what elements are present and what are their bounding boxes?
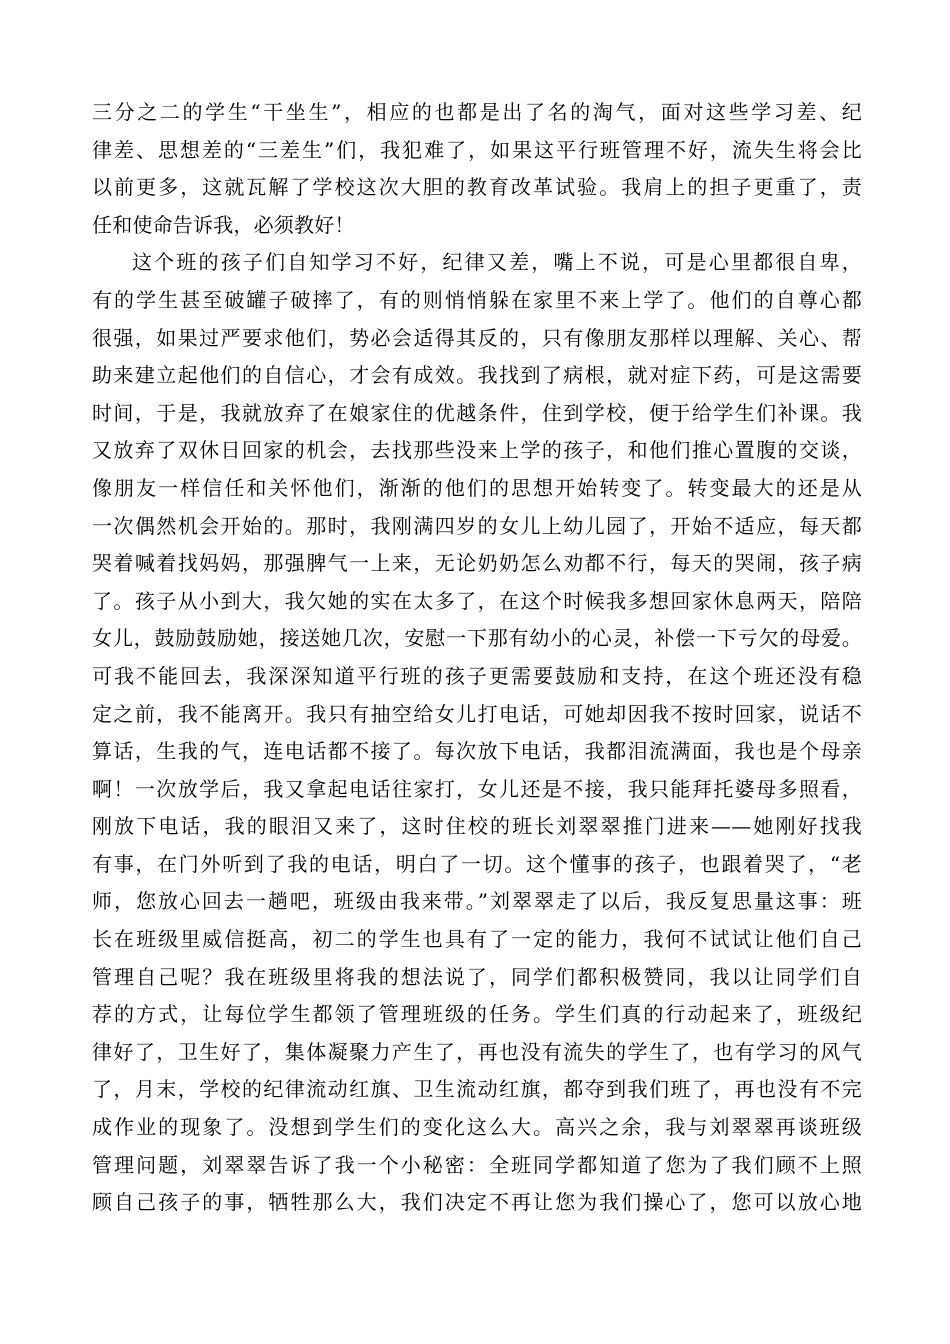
text-line: 成作业的现象了。没想到学生们的变化这么大。高兴之余，我与刘翠翠再谈班级: [92, 1115, 862, 1140]
text-line: 了，月末，学校的纪律流动红旗、卫生流动红旗，都夺到我们班了，再也没有不完: [92, 1077, 862, 1102]
text-line: 助来建立起他们的自信心，才会有成效。我找到了病根，就对症下药，可是这需要: [92, 363, 862, 388]
text-line: 像朋友一样信任和关怀他们，渐渐的他们的思想开始转变了。转变最大的还是从: [92, 475, 862, 500]
text-line: 算话，生我的气，连电话都不接了。每次放下电话，我都泪流满面，我也是个母亲: [92, 739, 862, 764]
paragraph-2: [92, 244, 862, 1334]
document-page: [92, 94, 862, 1335]
text-line: 有事，在门外听到了我的电话，明白了一切。这个懂事的孩子，也跟着哭了，“老: [92, 851, 862, 876]
text-line: 这个班的孩子们自知学习不好，纪律又差，嘴上不说，可是心里都很自卑，: [132, 250, 862, 275]
paragraph-1: [92, 94, 862, 244]
text-line: 啊！一次放学后，我又拿起电话往家打，女儿还是不接，我只能拜托婆母多照看，: [92, 776, 862, 801]
text-line: 女儿，鼓励鼓励她，接送她几次，安慰一下那有幼小的心灵，补偿一下亏欠的母爱。: [92, 626, 862, 651]
text-line: 管理问题，刘翠翠告诉了我一个小秘密：全班同学都知道了您为了我们顾不上照: [92, 1152, 862, 1177]
text-line: 很强，如果过严要求他们，势必会适得其反的，只有像朋友那样以理解、关心、帮: [92, 325, 862, 350]
text-line: 荐的方式，让每位学生都领了管理班级的任务。学生们真的行动起来了，班级纪: [92, 1002, 862, 1027]
text-line: 哭着喊着找妈妈，那强脾气一上来，无论奶奶怎么劝都不行，每天的哭闹，孩子病: [92, 551, 862, 576]
text-line: 了。孩子从小到大，我欠她的实在太多了，在这个时候我多想回家休息两天，陪陪: [92, 588, 862, 613]
text-line: 时间，于是，我就放弃了在娘家住的优越条件，住到学校，便于给学生们补课。我: [92, 400, 862, 425]
text-line: 有的学生甚至破罐子破摔了，有的则悄悄躲在家里不来上学了。他们的自尊心都: [92, 287, 862, 312]
text-line: 定之前，我不能离开。我只有抽空给女儿打电话，可她却因我不按时回家，说话不: [92, 701, 862, 726]
text-line: 刚放下电话，我的眼泪又来了，这时住校的班长刘翠翠推门进来——她刚好找我: [92, 814, 862, 839]
text-line: [92, 1222, 862, 1260]
text-line: 师，您放心回去一趟吧，班级由我来带。”刘翠翠走了以后，我反复思量这事：班: [92, 889, 862, 914]
text-line: 管理自己呢？我在班级里将我的想法说了，同学们都积极赞同，我以让同学们自: [92, 964, 862, 989]
text-line: 任和使命告诉我，必须教好！: [92, 212, 355, 237]
text-line: 律差、思想差的“三差生”们，我犯难了，如果这平行班管理不好，流失生将会比: [92, 137, 862, 162]
text-line: 长在班级里威信挺高，初二的学生也具有了一定的能力，我何不试试让他们自己: [92, 927, 862, 952]
text-line: [92, 1259, 862, 1297]
text-line: 律好了，卫生好了，集体凝聚力产生了，再也没有流失的学生了，也有学习的风气: [92, 1039, 862, 1064]
text-line: 可我不能回去，我深深知道平行班的孩子更需要鼓励和支持，在这个班还没有稳: [92, 663, 862, 688]
text-line: 三分之二的学生“干坐生”，相应的也都是出了名的淘气，面对这些学习差、纪: [92, 100, 862, 124]
text-line: [92, 1297, 862, 1335]
text-line: 顾自己孩子的事，牺牲那么大，我们决定不再让您为我们操心了，您可以放心地: [92, 1190, 862, 1215]
text-line: 一次偶然机会开始的。那时，我刚满四岁的女儿上幼儿园了，开始不适应，每天都: [92, 513, 862, 538]
text-line: 以前更多，这就瓦解了学校这次大胆的教育改革试验。我肩上的担子更重了，责: [92, 175, 862, 200]
text-line: 又放弃了双休日回家的机会，去找那些没来上学的孩子，和他们推心置腹的交谈，: [92, 438, 862, 463]
